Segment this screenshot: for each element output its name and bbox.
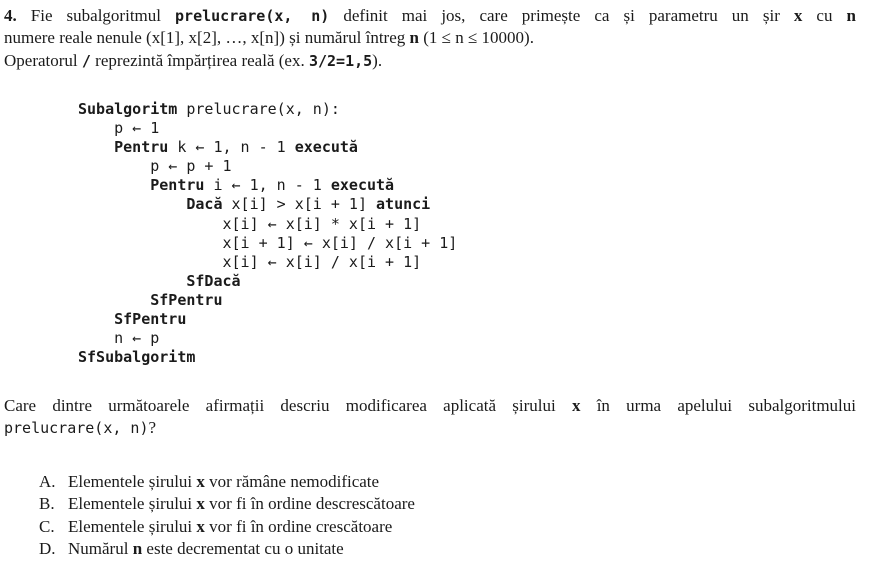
code-line-13: n ← p [78,329,160,348]
option-row-a [4,471,415,493]
code-line-2: p ← 1 [78,119,160,138]
question-paragraph [4,395,856,440]
option-row-d [4,538,415,560]
answer-options [4,471,415,561]
option-text-d: Numărul n este decrementat cu o unitate [68,539,344,559]
option-letter-c: C. [39,516,55,536]
intro-line-3: Operatorul / reprezintă împărțirea reală (ex. 3/2=1,5). [4,50,383,70]
option-text-b: Elementele șirului x vor fi în ordine descrescătoare [68,494,415,514]
code-line-7: x[i] ← x[i] * x[i + 1] [78,214,422,233]
pseudocode-block [78,100,457,367]
code-line-5: Pentru i ← 1, n - 1 execută [150,176,395,195]
option-text-c: Elementele șirului x vor fi în ordine crescătoare [68,516,393,536]
code-line-11: SfPentru [150,290,223,309]
code-line-3: Pentru k ← 1, n - 1 execută [114,138,358,157]
code-line-1: Subalgoritm prelucrare(x, n): [78,100,340,118]
question-line-1: Care dintre următoarele afirmații descriu modificarea aplicată șirului x în urma apelului subalgoritmului [4,396,856,415]
code-line-8: x[i + 1] ← x[i] / x[i + 1] [78,233,458,252]
option-text-a: Elementele șirului x vor rămâne nemodificate [68,472,380,491]
option-row-b [4,493,415,515]
option-row-c [4,516,415,538]
code-line-6: Dacă x[i] > x[i + 1] atunci [186,195,431,214]
option-letter-a: A. [39,472,56,491]
code-line-10: SfDacă [186,271,241,290]
option-letter-d: D. [39,539,56,559]
option-letter-b: B. [39,494,55,514]
intro-paragraph [4,5,856,72]
code-line-9: x[i] ← x[i] / x[i + 1] [78,252,422,271]
intro-line-1: 4. Fie subalgoritmul prelucrare(x, n) definit mai jos, care primește ca și parametru un șir x cu n [4,6,856,25]
intro-line-2: numere reale nenule (x[1], x[2], …, x[n]) și numărul întreg n (1 ≤ n ≤ 10000). [4,28,534,48]
code-line-12: SfPentru [114,310,187,329]
code-line-4: p ← p + 1 [78,157,232,176]
code-line-14: SfSubalgoritm [78,348,196,367]
question-line-2: prelucrare(x, n)? [4,418,157,438]
